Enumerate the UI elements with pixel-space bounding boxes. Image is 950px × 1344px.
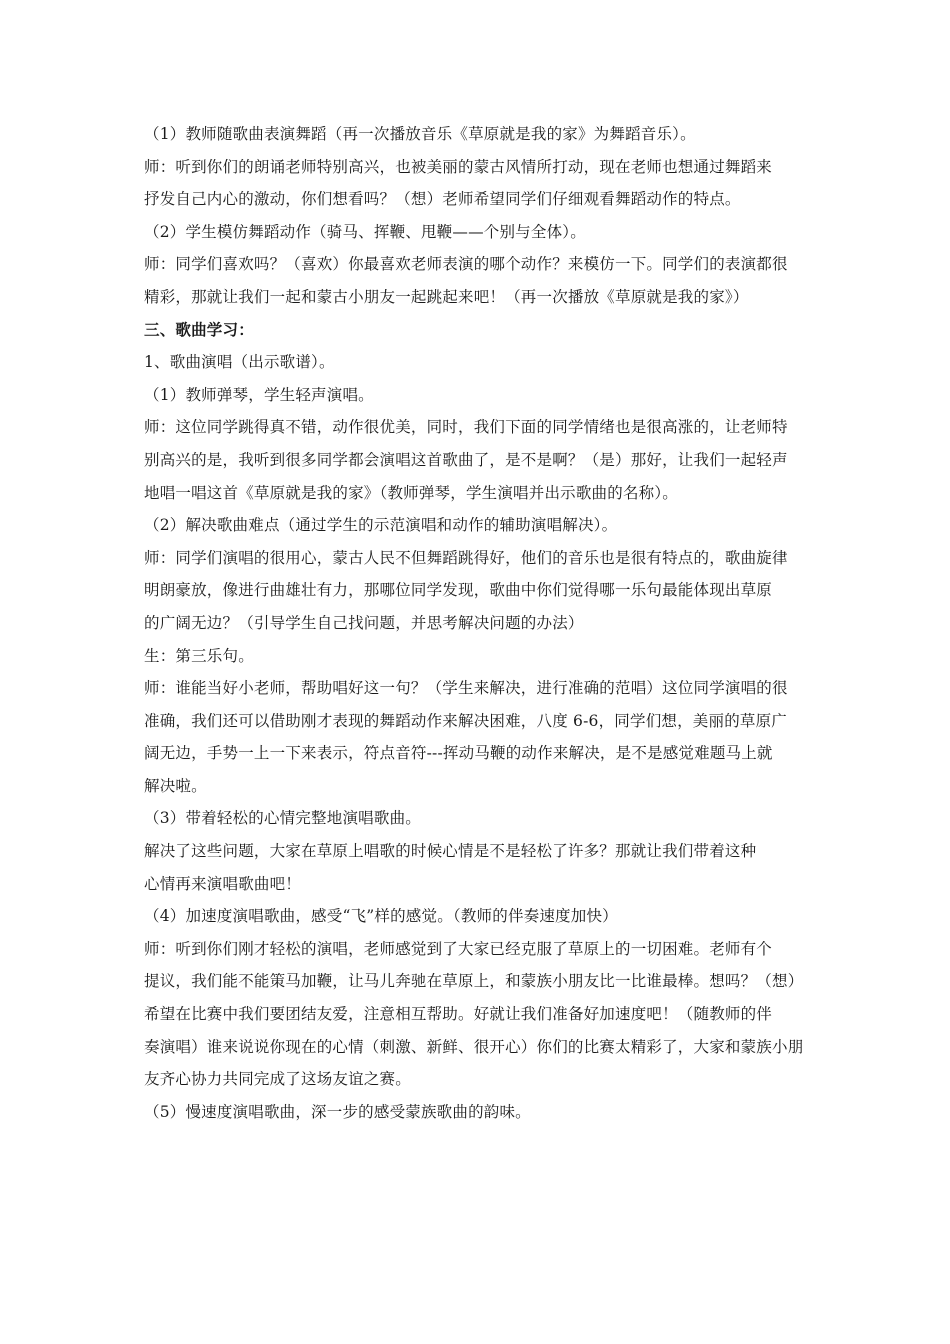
text-line: 师：这位同学跳得真不错，动作很优美，同时，我们下面的同学情绪也是很高涨的，让老师特	[144, 418, 788, 437]
text-line: 奏演唱）谁来说说你现在的心情（刺激、新鲜、很开心）你们的比赛太精彩了，大家和蒙族小朋	[144, 1037, 804, 1056]
text-line: （2）学生模仿舞蹈动作（骑马、挥鞭、甩鞭——个别与全体）。	[144, 222, 586, 241]
text-line: 别高兴的是，我听到很多同学都会演唱这首歌曲了，是不是啊？（是）那好，让我们一起轻声	[144, 450, 788, 469]
text-line: 抒发自己内心的激动，你们想看吗？（想）老师希望同学们仔细观看舞蹈动作的特点。	[144, 190, 741, 209]
text-line: （4）加速度演唱歌曲，感受“飞”样的感觉。（教师的伴奏速度加快）	[144, 907, 618, 926]
text-line: 准确，我们还可以借助刚才表现的舞蹈动作来解决困难，八度 6-6，同学们想，美丽的草原广	[144, 711, 787, 730]
text-line: 生：第三乐句。	[144, 646, 254, 665]
text-line: （1）教师随歌曲表演舞蹈（再一次播放音乐《草原就是我的家》为舞蹈音乐）。	[144, 125, 696, 143]
section-heading: 三、歌曲学习：	[144, 319, 254, 339]
text-line: 解决了这些问题，大家在草原上唱歌的时候心情是不是轻松了许多？那就让我们带着这种	[144, 842, 757, 861]
text-line: 解决啦。	[144, 776, 207, 795]
text-line: 提议，我们能不能策马加鞭，让马儿奔驰在草原上，和蒙族小朋友比一比谁最棒。想吗？（想）	[144, 972, 804, 991]
text-line: 希望在比赛中我们要团结友爱，注意相互帮助。好就让我们准备好加速度吧！（随教师的伴	[144, 1005, 773, 1024]
text-line: 精彩，那就让我们一起和蒙古小朋友一起跳起来吧！（再一次播放《草原就是我的家》）	[144, 287, 749, 306]
text-line: 1、歌曲演唱（出示歌谱）。	[144, 353, 335, 372]
text-line: （1）教师弹琴，学生轻声演唱。	[144, 385, 374, 404]
text-line: （3）带着轻松的心情完整地演唱歌曲。	[144, 809, 421, 828]
text-line: 明朗豪放，像进行曲雄壮有力，那哪位同学发现，歌曲中你们觉得哪一乐句最能体现出草原	[144, 581, 773, 600]
text-line: 心情再来演唱歌曲吧！	[144, 874, 302, 893]
text-line: 师：同学们喜欢吗？（喜欢）你最喜欢老师表演的哪个动作？来模仿一下。同学们的表演都很	[144, 255, 788, 274]
document-body	[144, 118, 814, 1128]
text-line: 师：同学们演唱的很用心，蒙古人民不但舞蹈跳得好，他们的音乐也是很有特点的，歌曲旋律	[144, 548, 788, 567]
text-line: 地唱一唱这首《草原就是我的家》（教师弹琴，学生演唱并出示歌曲的名称）。	[144, 483, 679, 502]
text-line: 师：谁能当好小老师，帮助唱好这一句？（学生来解决，进行准确的范唱）这位同学演唱的很	[144, 679, 788, 698]
text-line: 师：听到你们的朗诵老师特别高兴，也被美丽的蒙古风情所打动，现在老师也想通过舞蹈来	[144, 157, 773, 176]
text-line: （2）解决歌曲难点（通过学生的示范演唱和动作的辅助演唱解决）。	[144, 516, 618, 535]
text-line: 的广阔无边？（引导学生自己找问题，并思考解决问题的办法）	[144, 613, 584, 632]
text-line: 师：听到你们刚才轻松的演唱，老师感觉到了大家已经克服了草原上的一切困难。老师有个	[144, 939, 773, 958]
text-line: （5）慢速度演唱歌曲，深一步的感受蒙族歌曲的韵味。	[144, 1102, 531, 1121]
text-line: 阔无边，手势一上一下来表示，符点音符---挥动马鞭的动作来解决，是不是感觉难题马上就	[144, 744, 773, 763]
text-line: 友齐心协力共同完成了这场友谊之赛。	[144, 1070, 411, 1089]
